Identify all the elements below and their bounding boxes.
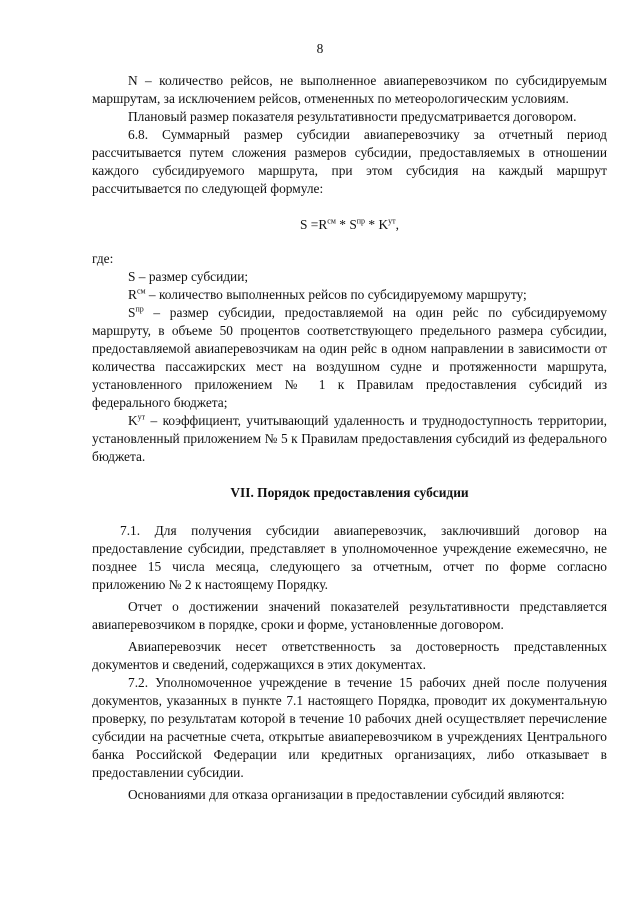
paragraph-7-1-responsibility: Авиаперевозчик несет ответственность за достоверность представленных документов и сведений, содержащихся в этих документах.: [92, 639, 607, 672]
paragraph-7-1-report: Отчет о достижении значений показателей результативности представляется авиаперевозчиком в порядке, сроки и форме, установленные договором.: [92, 599, 607, 632]
definition-k-text: – коэффициент, учитывающий удаленность и труднодоступность территории, установленный приложением № 5 к Правилам предоставления субсидий из федерального бюджета.: [92, 413, 607, 464]
paragraph-7-2-refusal: Основаниями для отказа организации в предоставлении субсидий являются:: [128, 787, 565, 802]
definition-s: S – размер субсидии;: [128, 269, 249, 284]
document-body: [92, 72, 607, 804]
section-heading: VII. Порядок предоставления субсидии: [230, 485, 469, 500]
formula-sup-ut: ут: [388, 216, 396, 226]
formula-lhs: S =R: [300, 217, 328, 232]
formula-sup-pr: пр: [356, 216, 366, 226]
page-number: 8: [316, 41, 324, 56]
paragraph-n-definition: N – количество рейсов, не выполненное авиаперевозчиком по субсидируемым маршрутам, за исключением рейсов, отмененных по метеорологическим условиям.: [92, 73, 607, 106]
definition-r-text: – количество выполненных рейсов по субсидируемому маршруту;: [145, 287, 527, 302]
paragraph-7-2: 7.2. Уполномоченное учреждение в течение 15 рабочих дней после получения документов, указанных в пункте 7.1 настоящего Порядка, проводит их документальную проверку, по результатам которой в течение 10 рабочих дней осуществляет перечисление субсидии на расчетные счета, открытые авиаперевозчиком в учреждениях Центрального банка Российской Федерации или кредитных организациях, либо отказывает в предоставлении субсидии.: [92, 675, 607, 780]
formula-mid1: * S: [335, 217, 357, 232]
definition-r-sup: см: [136, 286, 146, 296]
paragraph-6-8: 6.8. Суммарный размер субсидии авиаперевозчику за отчетный период рассчитывается путем сложения размеров субсидии, предоставляемых в отношении каждого субсидируемого маршрута, при этом субсидия на каждый маршрут рассчитывается по следующей формуле:: [92, 127, 607, 196]
formula-mid2: * K: [365, 217, 389, 232]
definition-r-symbol: R: [128, 287, 137, 302]
definition-k: [92, 412, 607, 466]
where-label: где:: [92, 251, 114, 266]
definition-spr: [92, 304, 607, 412]
definition-k-sup: ут: [137, 412, 146, 422]
definition-r: [92, 286, 607, 304]
paragraph-7-1: 7.1. Для получения субсидии авиаперевозчик, заключивший договор на предоставление субсидии, представляет в уполномоченное учреждение ежемесячно, не позднее 15 числа месяца, следующего за отчетным, отчет по форме согласно приложению № 2 к настоящему Порядку.: [92, 523, 607, 592]
definition-spr-sup: пр: [135, 304, 144, 314]
subsidy-formula: [92, 216, 607, 234]
definition-spr-symbol: S: [128, 305, 136, 320]
paragraph-planned-indicator: Плановый размер показателя результативности предусматривается договором.: [128, 109, 577, 124]
formula-sup-sm: см: [327, 216, 336, 226]
definition-spr-text: – размер субсидии, предоставляемой на один рейс по субсидируемому маршруту, в объеме 50 процентов соответствующего предельного размера субсидии, предоставляемой авиаперевозчикам на один рейс в одном направлении в зависимости от количества пассажирских мест на воздушном судне и протяженности маршрута, установленного приложением № 1 к Правилам предоставления субсидий из федерального бюджета;: [92, 305, 607, 410]
formula-tail: ,: [395, 217, 399, 232]
definition-k-symbol: K: [128, 413, 138, 428]
